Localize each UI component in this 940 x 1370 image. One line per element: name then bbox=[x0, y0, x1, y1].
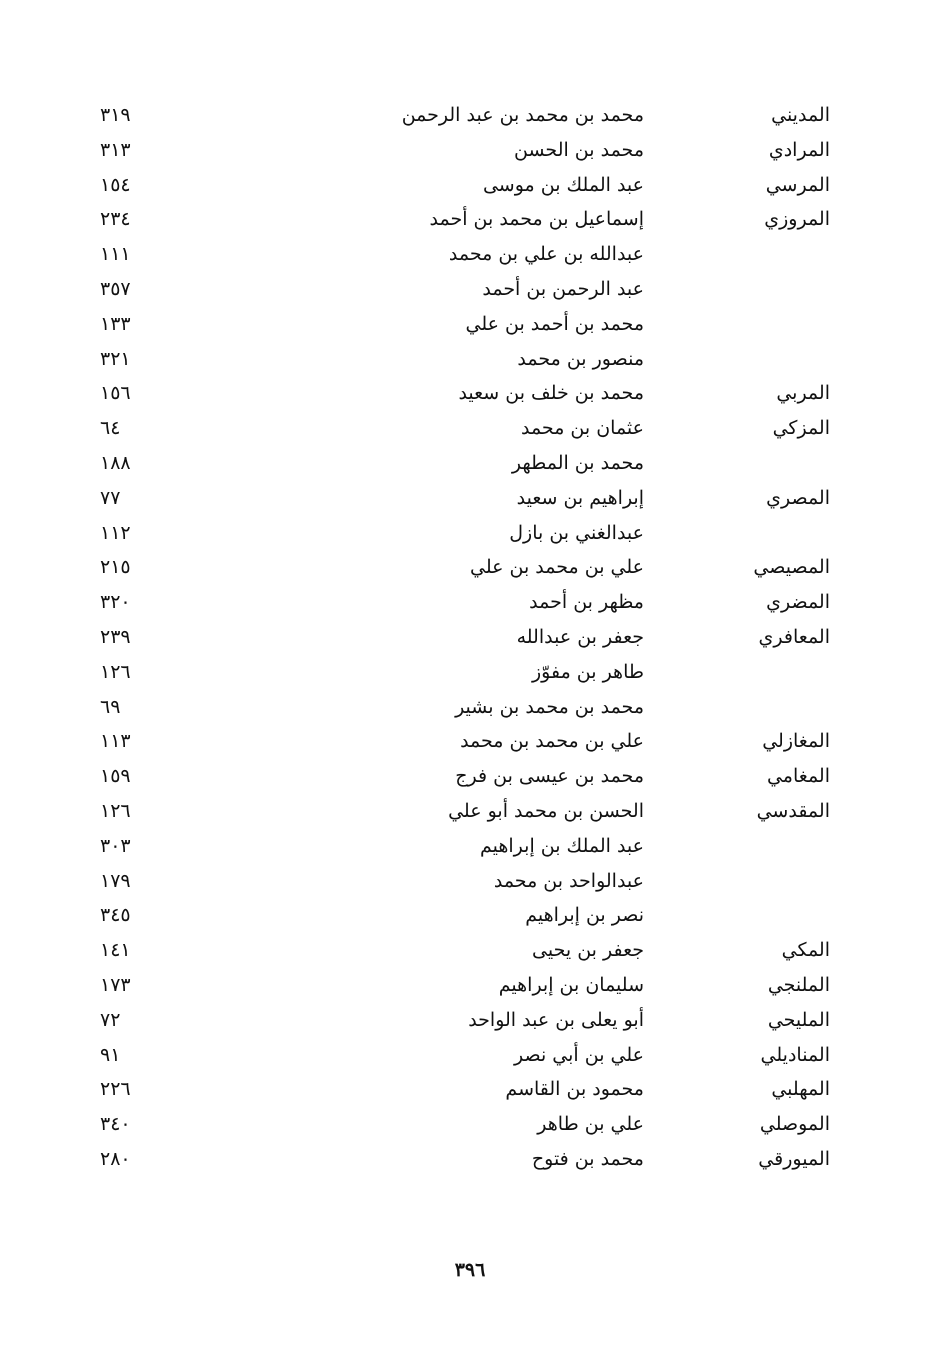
person-name: علي بن طاهر bbox=[537, 1113, 644, 1136]
person-name: محمود بن القاسم bbox=[505, 1078, 644, 1101]
person-name: جعفر بن يحيى bbox=[532, 939, 644, 962]
index-row bbox=[0, 411, 940, 446]
nisba-label: المضري bbox=[766, 591, 830, 614]
index-row bbox=[0, 272, 940, 307]
index-row bbox=[0, 1107, 940, 1142]
nisba-label: المروزي bbox=[764, 208, 830, 231]
page-reference: ٢٣٤ bbox=[100, 208, 131, 231]
index-row bbox=[0, 829, 940, 864]
person-name: محمد بن الحسن bbox=[514, 138, 644, 161]
page-reference: ٩١ bbox=[100, 1043, 121, 1066]
index-row bbox=[0, 1038, 940, 1073]
index-row bbox=[0, 933, 940, 968]
person-name: علي بن أبي نصر bbox=[514, 1043, 644, 1066]
page-reference: ٧٧ bbox=[100, 486, 121, 509]
page-number: ٣٩٦ bbox=[454, 1259, 486, 1281]
index-row bbox=[0, 550, 940, 585]
index-row bbox=[0, 1142, 940, 1177]
page-reference: ٣١٣ bbox=[100, 138, 131, 161]
index-row bbox=[0, 864, 940, 899]
index-row bbox=[0, 202, 940, 237]
index-row bbox=[0, 342, 940, 377]
person-name: منصور بن محمد bbox=[517, 347, 644, 370]
nisba-label: المرسي bbox=[765, 173, 830, 196]
index-row bbox=[0, 898, 940, 933]
index-row bbox=[0, 1003, 940, 1038]
nisba-label: المغامي bbox=[766, 765, 830, 788]
nisba-label: المكي bbox=[781, 939, 830, 962]
page-reference: ٣٢١ bbox=[100, 347, 131, 370]
person-name: محمد بن أحمد بن علي bbox=[465, 312, 644, 335]
page-reference: ٢٣٩ bbox=[100, 625, 131, 648]
index-row bbox=[0, 237, 940, 272]
index-row bbox=[0, 794, 940, 829]
nisba-label: المديني bbox=[771, 104, 830, 126]
person-name: محمد بن محمد بن عبد الرحمن bbox=[401, 104, 644, 126]
person-name: عبد الملك بن إبراهيم bbox=[480, 834, 644, 857]
nisba-label: المرادي bbox=[768, 138, 830, 161]
page-reference: ١٥٩ bbox=[100, 765, 131, 788]
page-reference: ٣٤٠ bbox=[100, 1113, 131, 1136]
index-row bbox=[0, 585, 940, 620]
page-reference: ١٧٣ bbox=[100, 973, 131, 996]
person-name: مظهر بن أحمد bbox=[529, 591, 644, 614]
index-list bbox=[0, 98, 940, 1177]
index-row bbox=[0, 307, 940, 342]
nisba-label: المربي bbox=[776, 382, 830, 405]
index-row bbox=[0, 1072, 940, 1107]
index-row bbox=[0, 376, 940, 411]
page-reference: ٦٩ bbox=[100, 695, 121, 718]
page-reference: ١٢٦ bbox=[100, 660, 131, 683]
page-reference: ١١١ bbox=[100, 243, 131, 266]
index-row bbox=[0, 724, 940, 759]
page-reference: ١٣٣ bbox=[100, 312, 131, 335]
nisba-label: المعافري bbox=[758, 625, 830, 648]
page-reference: ١١٢ bbox=[100, 521, 131, 544]
nisba-label: المليحي bbox=[767, 1008, 830, 1031]
index-row bbox=[0, 690, 940, 725]
person-name: جعفر بن عبدالله bbox=[516, 625, 644, 648]
page-reference: ٢١٥ bbox=[100, 556, 131, 579]
page-reference: ١١٣ bbox=[100, 730, 131, 753]
nisba-label: المناديلي bbox=[760, 1043, 830, 1066]
person-name: محمد بن محمد بن بشير bbox=[455, 695, 644, 718]
person-name: عبدالغني بن بازل bbox=[509, 521, 644, 544]
person-name: محمد بن خلف بن سعيد bbox=[458, 382, 644, 405]
page-reference: ٣٥٧ bbox=[100, 277, 131, 300]
person-name: نصر بن إبراهيم bbox=[525, 904, 644, 927]
page-reference: ١٨٨ bbox=[100, 451, 131, 474]
person-name: علي بن محمد بن محمد bbox=[460, 730, 644, 753]
person-name: محمد بن فتوح bbox=[531, 1147, 644, 1170]
person-name: إبراهيم بن سعيد bbox=[516, 486, 644, 509]
page-reference: ٦٤ bbox=[100, 417, 121, 440]
nisba-label: المقدسي bbox=[756, 799, 830, 822]
page-reference: ٣٤٥ bbox=[100, 904, 131, 927]
person-name: طاهر بن مفوّز bbox=[531, 660, 644, 683]
person-name: الحسن بن محمد أبو علي bbox=[448, 799, 644, 822]
page-reference: ٢٨٠ bbox=[100, 1147, 131, 1170]
index-row bbox=[0, 98, 940, 133]
person-name: عبد الرحمن بن أحمد bbox=[482, 277, 644, 300]
page-reference: ٣٢٠ bbox=[100, 591, 131, 614]
nisba-label: المصري bbox=[766, 486, 830, 509]
person-name: إسماعيل بن محمد بن أحمد bbox=[429, 208, 644, 231]
index-row bbox=[0, 168, 940, 203]
nisba-label: المهلبي bbox=[771, 1078, 830, 1101]
person-name: سليمان بن إبراهيم bbox=[498, 973, 644, 996]
index-row bbox=[0, 481, 940, 516]
index-row bbox=[0, 516, 940, 551]
index-row bbox=[0, 759, 940, 794]
index-row bbox=[0, 446, 940, 481]
person-name: عبدالله بن علي بن محمد bbox=[448, 243, 644, 266]
nisba-label: المصيصي bbox=[753, 556, 830, 579]
page-reference: ١٤١ bbox=[100, 939, 131, 962]
page-reference: ١٢٦ bbox=[100, 799, 131, 822]
person-name: أبو يعلى بن عبد الواحد bbox=[468, 1008, 644, 1031]
page-reference: ٢٢٦ bbox=[100, 1078, 131, 1101]
person-name: عثمان بن محمد bbox=[520, 417, 644, 440]
nisba-label: الملنجي bbox=[767, 973, 830, 996]
nisba-label: المغازلي bbox=[762, 730, 830, 753]
index-row bbox=[0, 968, 940, 1003]
nisba-label: الميورقي bbox=[758, 1147, 830, 1170]
index-row bbox=[0, 620, 940, 655]
index-row bbox=[0, 655, 940, 690]
page-reference: ١٥٦ bbox=[100, 382, 131, 405]
person-name: علي بن محمد بن علي bbox=[470, 556, 644, 579]
page-reference: ٣٠٣ bbox=[100, 834, 131, 857]
page-reference: ١٥٤ bbox=[100, 173, 131, 196]
nisba-label: المزكي bbox=[772, 417, 830, 440]
person-name: عبد الملك بن موسى bbox=[482, 173, 644, 196]
index-row bbox=[0, 133, 940, 168]
page-reference: ٧٢ bbox=[100, 1008, 121, 1031]
page-reference: ١٧٩ bbox=[100, 869, 131, 892]
person-name: محمد بن عيسى بن فرج bbox=[455, 765, 644, 788]
person-name: عبدالواحد بن محمد bbox=[493, 869, 644, 892]
nisba-label: الموصلي bbox=[759, 1113, 830, 1136]
person-name: محمد بن المطهر bbox=[511, 451, 644, 474]
page-reference: ٣١٩ bbox=[100, 104, 131, 126]
